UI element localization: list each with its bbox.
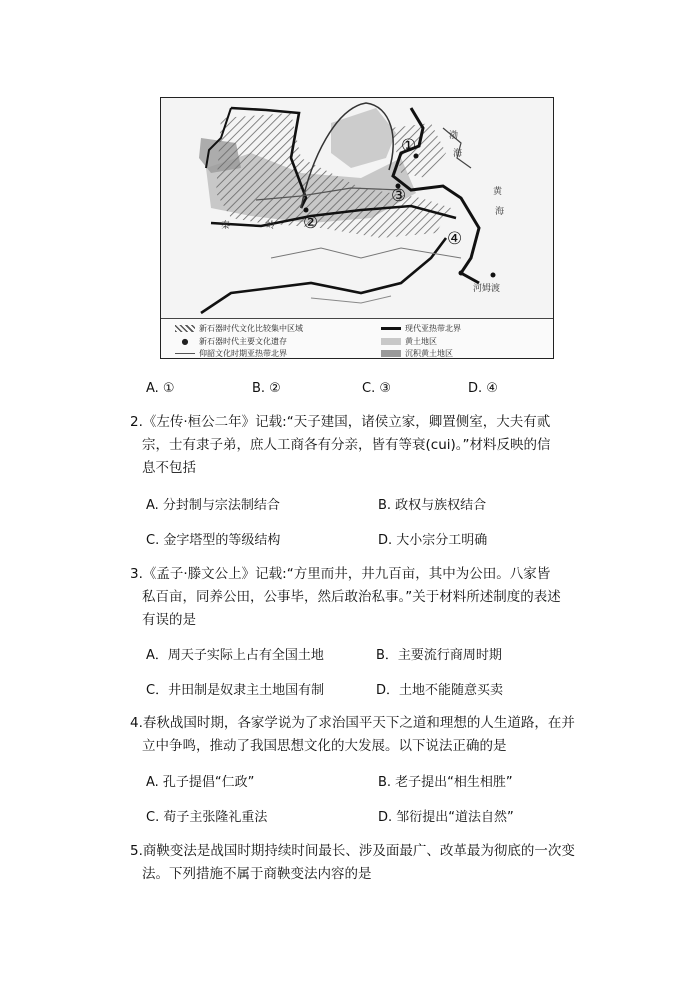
legend-item-sites: ● 新石器时代主要文化遗存 <box>175 336 287 347</box>
q3-line: 3.《孟子·滕文公上》记载:“方里而井，井九百亩，其中为公田。八家皆 <box>130 566 551 582</box>
q3-option-a: A．周天子实际上占有全国土地 <box>146 648 324 663</box>
map-marker-3: ③ <box>391 186 407 206</box>
q1-option-c: C. ③ <box>362 381 391 396</box>
map-label-hai: 海 <box>453 149 463 159</box>
q2-line: 宗，士有隶子弟，庶人工商各有分亲，皆有等衰(cui)。”材料反映的信 <box>142 437 551 453</box>
map-label-bo: 渤 <box>449 131 459 141</box>
map-figure <box>160 97 554 359</box>
q3-option-d: D．土地不能随意买卖 <box>376 683 504 698</box>
map-label-qin: 秦 <box>221 221 231 231</box>
q2-option-d: D. 大小宗分工明确 <box>378 533 488 548</box>
legend-item-yangshao-boundary: 仰韶文化时期亚热带北界 <box>175 348 287 359</box>
q5-line: 法。下列措施不属于商鞅变法内容的是 <box>142 866 372 882</box>
thick-line-swatch-icon <box>381 327 401 330</box>
q3-line: 有误的是 <box>142 612 196 628</box>
q4-option-d: D. 邹衍提出“道法自然” <box>378 810 514 825</box>
q1-option-d: D. ④ <box>468 381 498 396</box>
q2-line: 息不包括 <box>142 460 196 476</box>
q3-line: 私百亩，同养公田，公事毕，然后敢治私事。”关于材料所述制度的表述 <box>142 589 561 605</box>
q3-option-b: B．主要流行商周时期 <box>376 648 502 663</box>
q1-option-b: B. ② <box>252 381 281 396</box>
q4-option-a: A. 孔子提倡“仁政” <box>146 775 255 790</box>
map-legend <box>161 318 554 359</box>
q5-line: 5.商鞅变法是战国时期持续时间最长、涉及面最广、改革最为彻底的一次变 <box>130 843 575 859</box>
hatch-swatch-icon <box>175 325 195 332</box>
question-5 <box>130 840 590 886</box>
dark-gray-swatch-icon <box>381 350 401 357</box>
q4-option-b: B. 老子提出“相生相胜” <box>378 775 513 790</box>
legend-item-loess: 黄土地区 <box>381 336 437 347</box>
gray-swatch-icon <box>381 338 401 345</box>
legend-item-sedimentary-loess: 沉积黄土地区 <box>381 348 453 359</box>
q2-option-b: B. 政权与族权结合 <box>378 498 487 513</box>
map-marker-2: ② <box>303 213 319 233</box>
map-label-hemudu: 河姆渡 <box>473 284 501 294</box>
q4-line: 4.春秋战国时期，各家学说为了求治国平天下之道和理想的人生道路，在并 <box>130 715 575 731</box>
q3-option-c: C．井田制是奴隶主土地国有制 <box>146 683 325 698</box>
question-4 <box>130 712 590 758</box>
dot-swatch-icon: ● <box>181 337 189 346</box>
question-2 <box>130 411 590 480</box>
map-marker-1: ① <box>401 136 417 156</box>
q2-line: 2.《左传·桓公二年》记载:“天子建国，诸侯立家，卿置侧室，大夫有贰 <box>130 414 551 430</box>
map-label-ling: 岭 <box>266 221 276 231</box>
thin-line-swatch-icon <box>175 353 195 354</box>
map-label-hai2: 海 <box>495 207 505 217</box>
q2-option-a: A. 分封制与宗法制结合 <box>146 498 280 513</box>
q1-option-a: A. ① <box>146 381 175 396</box>
q4-line: 立中争鸣，推动了我国思想文化的大发展。以下说法正确的是 <box>142 738 507 754</box>
map-label-huang: 黄 <box>493 187 503 197</box>
legend-item-modern-boundary: 现代亚热带北界 <box>381 323 461 334</box>
q4-option-c: C. 荀子主张隆礼重法 <box>146 810 268 825</box>
q2-option-c: C. 金字塔型的等级结构 <box>146 533 281 548</box>
map-marker-4: ④ <box>447 229 463 249</box>
legend-item-concentration: 新石器时代文化比较集中区域 <box>175 323 303 334</box>
question-3 <box>130 563 590 632</box>
